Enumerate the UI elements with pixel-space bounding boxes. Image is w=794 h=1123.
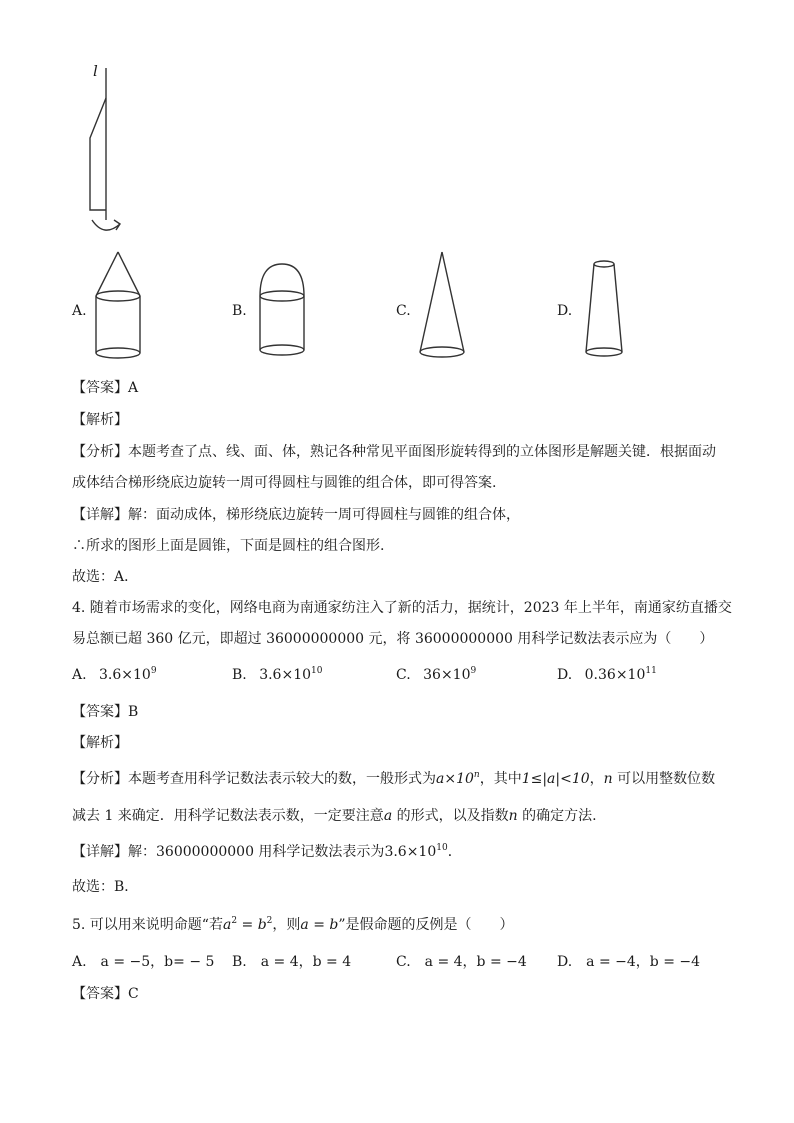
fenxi-text: 的形式，以及指数 — [392, 808, 509, 824]
q3-xiangjie-1 — [72, 506, 520, 524]
answer-value: B — [128, 704, 139, 720]
option-value: 3.6×10 — [259, 667, 312, 683]
option-c-cone — [416, 250, 486, 370]
q4-fenxi-2 — [72, 807, 597, 825]
fenxi-text: 的确定方法. — [517, 808, 597, 824]
formula-exponent: n — [473, 770, 480, 780]
option-exponent: 9 — [470, 666, 477, 676]
q5-option-d: D. a = −4，b = −4 — [557, 954, 701, 970]
fenxi-text: 减去 1 来确定．用科学记数法表示数，一定要注意 — [72, 808, 384, 824]
stem-text: 5. 可以用来说明命题“若 — [72, 917, 223, 933]
formula-exponent: 2 — [231, 916, 238, 926]
formula-exponent: 10 — [436, 843, 448, 853]
option-a-cone-cylinder — [92, 250, 162, 365]
var-a: a — [383, 808, 393, 824]
option-letter: A. — [72, 667, 87, 683]
q3-jiexi — [72, 411, 128, 429]
jiexi-tag: 【解析】 — [72, 735, 128, 751]
trapezoid-rotation-diagram — [80, 60, 140, 250]
option-letter: B. — [232, 667, 247, 683]
q3-fenxi-2: 成体结合梯形绕底边旋转一周可得圆柱与圆锥的组合体，即可得答案. — [72, 475, 497, 491]
answer-tag: 【答案】 — [72, 380, 128, 396]
q3-xiangjie-2: ∴所求的图形上面是圆锥，下面是圆柱的组合图形. — [72, 538, 385, 554]
q5-option-a: A. a = −5，b= − 5 — [72, 954, 215, 970]
q5-option-b: B. a = 4，b = 4 — [232, 954, 352, 970]
fenxi-tag: 【分析】 — [72, 771, 128, 787]
fenxi-text: 本题考查了点、线、面、体，熟记各种常见平面图形旋转得到的立体图形是解题关键．根据面动 — [128, 444, 716, 460]
q4-option-a — [72, 666, 157, 686]
q4-jiexi — [72, 734, 128, 752]
q4-stem-2: 易总额已超 360 亿元，即超过 36000000000 元，将 36000000000 用科学记数法表示应为（ ） — [72, 631, 714, 647]
q3-choose: 故选：A． — [72, 569, 139, 585]
option-b-dome-cylinder — [256, 260, 326, 375]
xiangjie-text: 解：面动成体，梯形绕底边旋转一周可得圆柱与圆锥的组合体， — [128, 507, 520, 523]
jiexi-tag: 【解析】 — [72, 412, 128, 428]
range-formula: 1≤|a|<10 — [521, 771, 590, 787]
q4-option-d — [557, 666, 657, 686]
stem-text: ”是假命题的反例是（ ） — [338, 917, 514, 933]
option-exponent: 11 — [645, 666, 657, 676]
answer-tag: 【答案】 — [72, 986, 128, 1002]
q4-option-b — [232, 666, 322, 686]
var-n: n — [603, 771, 613, 787]
option-c-label: C. — [396, 303, 411, 319]
option-value: 3.6×10 — [99, 667, 151, 683]
option-letter: D. — [557, 667, 573, 683]
option-exponent: 9 — [150, 666, 157, 676]
xiangjie-text: ． — [447, 844, 462, 860]
q4-answer — [72, 703, 138, 721]
formula: = b — [237, 917, 267, 933]
option-d-frustum — [582, 252, 642, 372]
formula: a — [222, 917, 232, 933]
q4-xiangjie — [72, 843, 462, 863]
fenxi-text: ， — [589, 771, 604, 787]
answer-value: A — [128, 380, 139, 396]
q4-choose: 故选：B． — [72, 879, 139, 895]
xiangjie-text: 解：36000000000 用科学记数法表示为 — [128, 844, 385, 860]
answer-value: C — [128, 986, 139, 1002]
option-exponent: 10 — [311, 666, 323, 676]
q4-fenxi-1 — [72, 770, 715, 790]
q5-stem — [72, 916, 514, 936]
fenxi-text: 可以用整数位数 — [612, 771, 716, 787]
q4-option-c — [396, 666, 476, 686]
answer-tag: 【答案】 — [72, 704, 128, 720]
fenxi-tag: 【分析】 — [72, 444, 128, 460]
q3-fenxi-1 — [72, 443, 716, 461]
axis-label: l — [93, 62, 98, 80]
formula: 3.6×10 — [384, 844, 437, 860]
fenxi-text: 本题考查用科学记数法表示较大的数，一般形式为 — [128, 771, 436, 787]
option-letter: C. — [396, 667, 411, 683]
xiangjie-tag: 【详解】 — [72, 844, 128, 860]
q3-answer — [72, 379, 138, 397]
trapezoid-outline — [90, 98, 106, 210]
formula: a = b — [300, 917, 339, 933]
formula-exponent: 2 — [266, 916, 273, 926]
stem-text: ，则 — [272, 917, 301, 933]
option-value: 0.36×10 — [584, 667, 646, 683]
q5-answer — [72, 985, 139, 1003]
q4-stem-1: 4. 随着市场需求的变化，网络电商为南通家纺注入了新的活力，据统计，2023 年上半年，南通家纺直播交 — [72, 600, 732, 616]
formula: a×10 — [436, 771, 474, 787]
option-d-label: D. — [557, 303, 573, 319]
option-value: 36×10 — [423, 667, 471, 683]
option-a-label: A. — [72, 303, 87, 319]
xiangjie-tag: 【详解】 — [72, 507, 128, 523]
option-b-label: B. — [232, 303, 247, 319]
q5-option-c: C. a = 4，b = −4 — [396, 954, 527, 970]
fenxi-text: ，其中 — [479, 771, 522, 787]
var-n: n — [508, 808, 518, 824]
